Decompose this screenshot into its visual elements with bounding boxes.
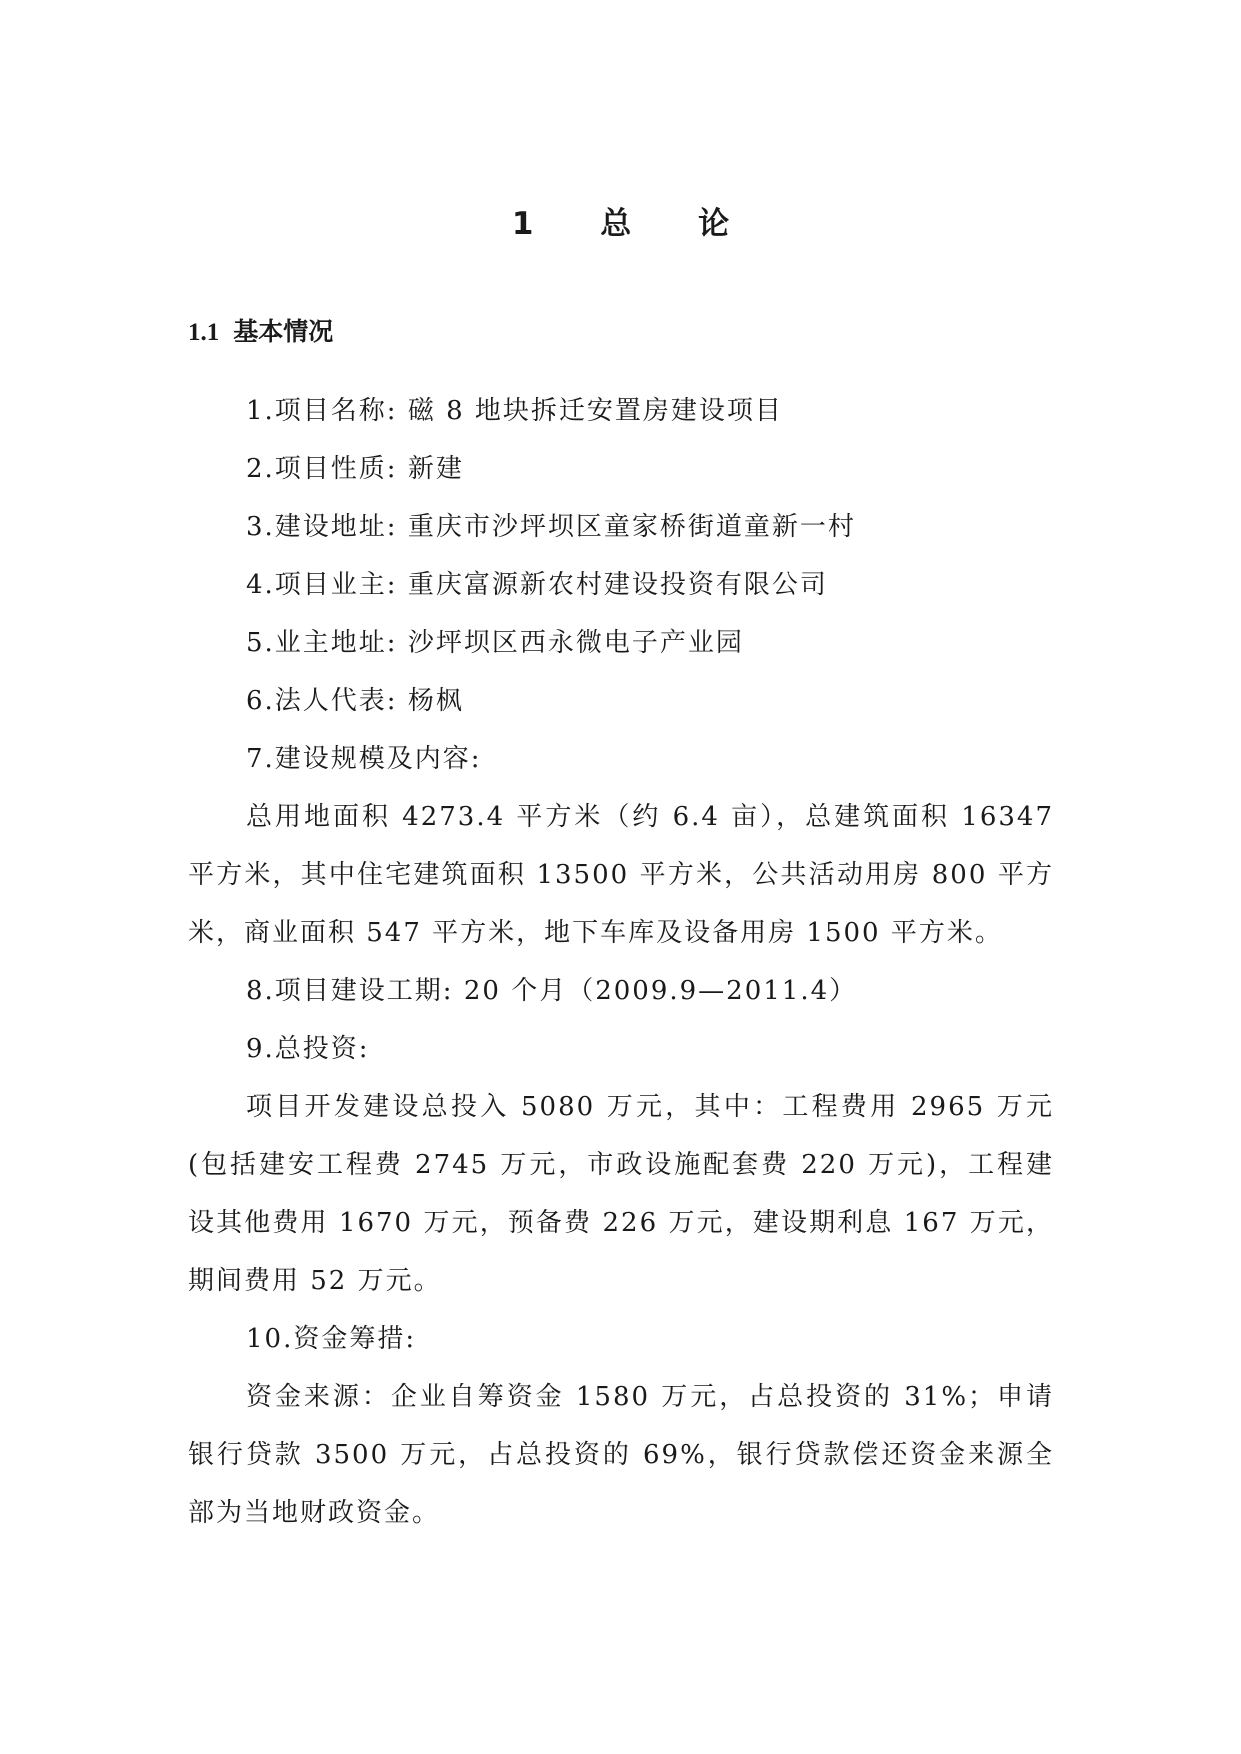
funding-label: 10.资金筹措: [246, 1324, 417, 1354]
item-value: 重庆富源新农村建设投资有限公司 [407, 570, 828, 600]
item-value: 磁 8 地块拆迁安置房建设项目 [407, 396, 783, 426]
item-project-owner [188, 556, 1054, 614]
item-project-name [188, 382, 1054, 440]
scale-label: 7.建设规模及内容: [246, 744, 482, 774]
section-number: 1.1 [188, 319, 220, 346]
item-label: 1.项目名称: [246, 396, 398, 426]
item-legal-representative [188, 672, 1054, 730]
item-value: 重庆市沙坪坝区童家桥街道童新一村 [407, 512, 856, 542]
item-project-nature [188, 440, 1054, 498]
investment-paragraph: 项目开发建设总投入 5080 万元，其中：工程费用 2965 万元(包括建安工程费 2745 万元，市政设施配套费 220 万元)，工程建设其他费用 1670 万元，预备费 226 万元，建设期利息 167 万元，期间费用 52 万元。 [188, 1092, 1054, 1296]
item-label: 5.业主地址: [246, 628, 398, 658]
item-value: 杨枫 [407, 686, 464, 716]
item-label: 3.建设地址: [246, 512, 398, 542]
investment-label: 9.总投资: [246, 1034, 370, 1064]
item-value: 20 个月（2009.9—2011.4） [463, 976, 858, 1006]
scale-paragraph: 总用地面积 4273.4 平方米（约 6.4 亩），总建筑面积 16347 平方米，其中住宅建筑面积 13500 平方米，公共活动用房 800 平方米，商业面积 547 平方米，地下车库及设备用房 1500 平方米。 [188, 802, 1054, 948]
item-label: 4.项目业主: [246, 570, 398, 600]
section-heading [188, 314, 333, 351]
item-value: 沙坪坝区西永微电子产业园 [407, 628, 744, 658]
item-label: 2.项目性质: [246, 454, 398, 484]
item-site-address [188, 498, 1054, 556]
item-label: 8.项目建设工期: [246, 976, 454, 1006]
funding-paragraph: 资金来源：企业自筹资金 1580 万元，占总投资的 31%；申请银行贷款 3500 万元，占总投资的 69%，银行贷款偿还资金来源全部为当地财政资金。 [188, 1382, 1054, 1528]
item-construction-period [188, 962, 1054, 1020]
item-value: 新建 [407, 454, 464, 484]
item-label: 6.法人代表: [246, 686, 398, 716]
document-body [188, 382, 1054, 1542]
item-owner-address [188, 614, 1054, 672]
section-title-text: 基本情况 [233, 317, 334, 346]
chapter-title: 1 总 论 [511, 206, 758, 242]
